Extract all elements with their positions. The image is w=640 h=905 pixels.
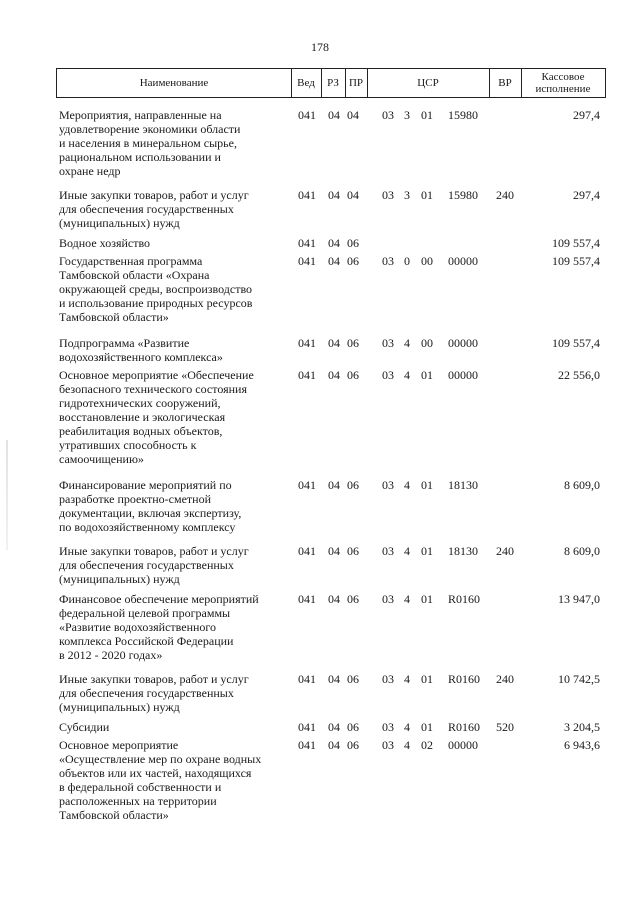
row-pr: 06 — [347, 336, 359, 350]
row-name: Субсидии — [59, 720, 110, 734]
row-csr-program: 03 — [382, 108, 394, 122]
row-csr-subprogram: 4 — [404, 592, 410, 606]
row-amount: 6 943,6 — [564, 738, 600, 752]
row-amount: 22 556,0 — [558, 368, 600, 382]
row-name: Иные закупки товаров, работ и услуг для обеспечения государственных (муниципальных) нужд — [59, 544, 249, 586]
row-rz: 04 — [328, 254, 340, 268]
header-vr: ВР — [498, 77, 512, 89]
row-rz: 04 — [328, 336, 340, 350]
row-ved: 041 — [298, 544, 316, 558]
row-csr-activity: 02 — [421, 738, 433, 752]
row-rz: 04 — [328, 108, 340, 122]
row-vr: 520 — [496, 720, 514, 734]
row-name: Государственная программа Тамбовской области «Охрана окружающей среды, воспроизводство и использование природных ресурсов Тамбовской области» — [59, 254, 253, 324]
row-amount: 297,4 — [573, 188, 600, 202]
row-rz: 04 — [328, 592, 340, 606]
row-csr-subprogram: 3 — [404, 188, 410, 202]
header-rz: РЗ — [327, 77, 339, 89]
row-name: Водное хозяйство — [59, 236, 151, 250]
row-ved: 041 — [298, 592, 316, 606]
row-csr-program: 03 — [382, 672, 394, 686]
row-ved: 041 — [298, 336, 316, 350]
row-name: Основное мероприятие «Обеспечение безопасного технического состояния гидротехнических сооружений, восстановление и экологическая реабилитация водных объектов, утративших способность к самоочищению» — [59, 368, 254, 466]
row-name: Иные закупки товаров, работ и услуг для обеспечения государственных (муниципальных) нужд — [59, 672, 249, 714]
row-csr-program: 03 — [382, 368, 394, 382]
header-cash-execution: Кассовое исполнение — [535, 71, 591, 95]
row-pr: 04 — [347, 108, 359, 122]
row-csr-activity: 01 — [421, 368, 433, 382]
row-ved: 041 — [298, 108, 316, 122]
row-name: Мероприятия, направленные на удовлетворение экономики области и населения в минеральном сырье, рациональном использовании и охране недр — [59, 108, 241, 178]
row-csr-subprogram: 4 — [404, 478, 410, 492]
row-csr-direction: 00000 — [448, 368, 478, 382]
row-pr: 06 — [347, 592, 359, 606]
row-csr-program: 03 — [382, 544, 394, 558]
row-csr-direction: 18130 — [448, 478, 478, 492]
scan-edge-mark — [6, 440, 8, 550]
row-csr-activity: 01 — [421, 544, 433, 558]
row-csr-subprogram: 0 — [404, 254, 410, 268]
row-ved: 041 — [298, 720, 316, 734]
row-rz: 04 — [328, 738, 340, 752]
row-name: Основное мероприятие «Осуществление мер по охране водных объектов или их частей, находящихся в федеральной собственности и расположенных на территории Тамбовской области» — [59, 738, 262, 822]
row-csr-direction: R0160 — [448, 672, 481, 686]
row-rz: 04 — [328, 720, 340, 734]
row-ved: 041 — [298, 368, 316, 382]
row-amount: 10 742,5 — [558, 672, 600, 686]
row-csr-program: 03 — [382, 738, 394, 752]
row-pr: 06 — [347, 738, 359, 752]
row-amount: 297,4 — [573, 108, 600, 122]
row-csr-program: 03 — [382, 188, 394, 202]
row-name: Финансирование мероприятий по разработке проектно-сметной документации, включая экспертизу, по водохозяйственному комплексу — [59, 478, 242, 534]
row-csr-activity: 01 — [421, 478, 433, 492]
row-pr: 06 — [347, 236, 359, 250]
row-csr-activity: 00 — [421, 254, 433, 268]
row-ved: 041 — [298, 236, 316, 250]
row-rz: 04 — [328, 544, 340, 558]
row-csr-program: 03 — [382, 336, 394, 350]
row-amount: 13 947,0 — [558, 592, 600, 606]
row-csr-program: 03 — [382, 592, 394, 606]
row-ved: 041 — [298, 254, 316, 268]
header-name: Наименование — [139, 77, 209, 89]
row-ved: 041 — [298, 478, 316, 492]
row-csr-direction: 00000 — [448, 254, 478, 268]
row-csr-program: 03 — [382, 478, 394, 492]
table-header — [56, 68, 606, 98]
row-amount: 109 557,4 — [552, 236, 600, 250]
row-csr-direction: 00000 — [448, 738, 478, 752]
row-name: Иные закупки товаров, работ и услуг для обеспечения государственных (муниципальных) нужд — [59, 188, 249, 230]
row-csr-subprogram: 3 — [404, 108, 410, 122]
row-pr: 06 — [347, 254, 359, 268]
row-csr-program: 03 — [382, 254, 394, 268]
row-csr-subprogram: 4 — [404, 672, 410, 686]
row-csr-activity: 01 — [421, 108, 433, 122]
row-rz: 04 — [328, 478, 340, 492]
row-csr-direction: 00000 — [448, 336, 478, 350]
row-csr-activity: 01 — [421, 672, 433, 686]
header-pr: ПР — [348, 77, 364, 89]
row-vr: 240 — [496, 188, 514, 202]
row-csr-direction: 18130 — [448, 544, 478, 558]
row-pr: 06 — [347, 368, 359, 382]
row-csr-subprogram: 4 — [404, 368, 410, 382]
row-csr-activity: 00 — [421, 336, 433, 350]
row-amount: 8 609,0 — [564, 544, 600, 558]
row-csr-direction: 15980 — [448, 108, 478, 122]
row-amount: 109 557,4 — [552, 254, 600, 268]
row-rz: 04 — [328, 672, 340, 686]
row-csr-activity: 01 — [421, 720, 433, 734]
row-csr-subprogram: 4 — [404, 738, 410, 752]
row-pr: 06 — [347, 478, 359, 492]
row-rz: 04 — [328, 368, 340, 382]
row-rz: 04 — [328, 236, 340, 250]
row-vr: 240 — [496, 672, 514, 686]
row-amount: 109 557,4 — [552, 336, 600, 350]
row-csr-activity: 01 — [421, 592, 433, 606]
header-ved: Вед — [297, 77, 315, 89]
row-amount: 3 204,5 — [564, 720, 600, 734]
row-pr: 06 — [347, 544, 359, 558]
row-csr-direction: 15980 — [448, 188, 478, 202]
header-csr: ЦСР — [417, 77, 439, 89]
row-ved: 041 — [298, 672, 316, 686]
row-pr: 04 — [347, 188, 359, 202]
row-csr-direction: R0160 — [448, 720, 481, 734]
row-pr: 06 — [347, 720, 359, 734]
row-csr-direction: R0160 — [448, 592, 481, 606]
page-number: 178 — [311, 40, 329, 54]
row-rz: 04 — [328, 188, 340, 202]
row-name: Финансовое обеспечение мероприятий федеральной целевой программы «Развитие водохозяйственного комплекса Российской Федерации в 2012 - 2020 годах» — [59, 592, 259, 662]
row-csr-program: 03 — [382, 720, 394, 734]
row-csr-subprogram: 4 — [404, 544, 410, 558]
row-vr: 240 — [496, 544, 514, 558]
row-ved: 041 — [298, 738, 316, 752]
row-ved: 041 — [298, 188, 316, 202]
row-csr-subprogram: 4 — [404, 336, 410, 350]
row-csr-activity: 01 — [421, 188, 433, 202]
row-csr-subprogram: 4 — [404, 720, 410, 734]
row-pr: 06 — [347, 672, 359, 686]
row-amount: 8 609,0 — [564, 478, 600, 492]
row-name: Подпрограмма «Развитие водохозяйственного комплекса» — [59, 336, 223, 364]
